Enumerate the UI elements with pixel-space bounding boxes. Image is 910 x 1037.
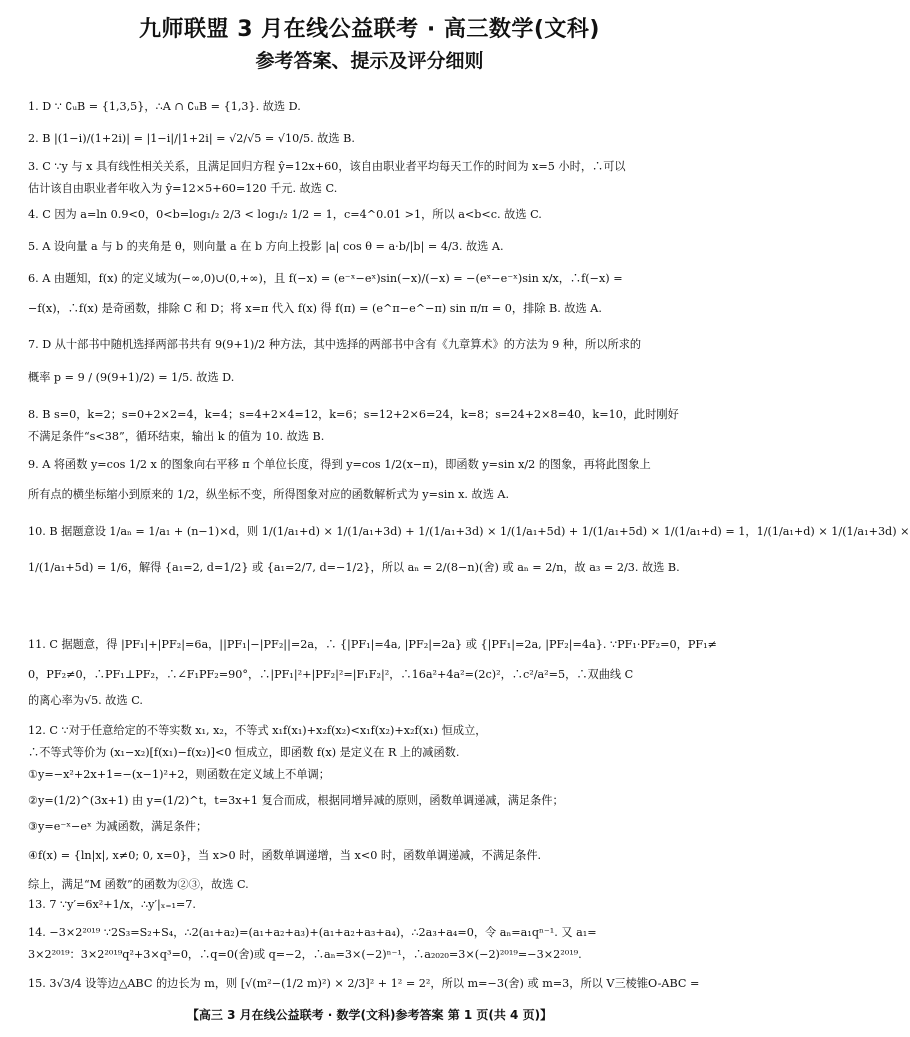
answer-11 xyxy=(28,630,717,712)
answer-line: 2. B |(1−i)/(1+2i)| = |1−i|/|1+2i| = √2/√5 = √10/5. 故选 B. xyxy=(28,132,355,145)
document-subtitle: 参考答案、提示及评分细则 xyxy=(255,50,484,72)
answer-line: 3. C ∵y 与 x 具有线性相关关系，且满足回归方程 ŷ=12x+60，该自由职业者平均每天工作的时间为 x=5 小时，∴可以 xyxy=(28,160,626,173)
answer-9 xyxy=(28,450,712,510)
answer-10 xyxy=(28,514,910,586)
answer-line: 综上，满足“M 函数”的函数为②③，故选 C. xyxy=(28,878,249,891)
answer-line: 的离心率为√5. 故选 C. xyxy=(28,694,143,707)
answer-6 xyxy=(28,264,712,324)
answer-line: ④f(x) = {ln|x|, x≠0; 0, x=0}，当 x>0 时，函数单调递增，当 x<0 时，函数单调递减，不满足条件. xyxy=(28,849,542,862)
answer-line: 7. D 从十部书中随机选择两部书共有 9(9+1)/2 种方法，其中选择的两部书中含有《九章算术》的方法为 9 种，所以所求的 xyxy=(28,338,642,351)
answer-line: 5. A 设向量 a 与 b 的夹角是 θ，则向量 a 在 b 方向上投影 |a| cos θ = a·b/|b| = 4/3. 故选 A. xyxy=(28,240,504,253)
answer-15 xyxy=(28,966,712,1002)
answer-line: 13. 7 ∵y′=6x²+1/x，∴y′|ₓ₌₁=7. xyxy=(28,898,196,911)
answer-line: 9. A 将函数 y=cos 1/2 x 的图象向右平移 π 个单位长度，得到 y=cos 1/2(x−π)，即函数 y=sin x/2 的图象，再将此图象上 xyxy=(28,458,651,471)
answer-line: 4. C 因为 a=ln 0.9<0，0<b=log₁/₂ 2/3 < log₁/₂ 1/2 = 1，c=4^0.01 >1，所以 a<b<c. 故选 C. xyxy=(28,208,542,221)
answer-line: 所有点的横坐标缩小到原来的 1/2，纵坐标不变，所得图象对应的函数解析式为 y=sin x. 故选 A. xyxy=(28,488,510,501)
answer-13 xyxy=(28,890,712,920)
answer-line: 1/(1/a₁+5d) = 1/6，解得 {a₁=2, d=1/2} 或 {a₁=2/7, d=−1/2}，所以 aₙ = 2/(8−n)(舍) 或 aₙ = 2/n，故 a₃ = 2/3. 故选 B. xyxy=(28,561,680,574)
answer-line: ③y=e⁻ˣ−eˣ 为减函数，满足条件； xyxy=(28,820,208,833)
answer-line: ∴不等式等价为 (x₁−x₂)[f(x₁)−f(x₂)]<0 恒成立，即函数 f(x) 是定义在 R 上的减函数. xyxy=(28,746,460,759)
answer-line: 11. C 据题意，得 |PF₁|+|PF₂|=6a，||PF₁|−|PF₂||=2a，∴ {|PF₁|=4a, |PF₂|=2a} 或 {|PF₁|=2a, |PF₂|=4a}. ∵PF₁·PF₂=0，PF₁≠ xyxy=(28,638,717,651)
answer-14 xyxy=(28,922,712,966)
answer-line: 0，PF₂≠0，∴PF₁⊥PF₂，∴∠F₁PF₂=90°，∴|PF₁|²+|PF₂|²=|F₁F₂|²，∴16a²+4a²=(2c)²，∴c²/a²=5，∴双曲线 C xyxy=(28,668,634,681)
answer-line: 估计该自由职业者年收入为 ŷ=12×5+60=120 千元. 故选 C. xyxy=(28,182,338,195)
answer-7 xyxy=(28,330,712,396)
page-footer: 【高三 3 月在线公益联考 · 数学(文科)参考答案 第 1 页(共 4 页)】 xyxy=(186,1008,553,1022)
answer-line: 概率 p = 9 / (9(9+1)/2) = 1/5. 故选 D. xyxy=(28,371,235,384)
answer-line: 3×2²⁰¹⁹：3×2²⁰¹⁹q²+3×q³=0，∴q=0(舍)或 q=−2，∴aₙ=3×(−2)ⁿ⁻¹，∴a₂₀₂₀=3×(−2)²⁰¹⁹=−3×2²⁰¹⁹. xyxy=(28,948,582,961)
answer-12 xyxy=(28,720,712,896)
answer-line: 15. 3√3/4 设等边△ABC 的边长为 m，则 [√(m²−(1/2 m)²) × 2/3]² + 1² = 2²，所以 m=−3(舍) 或 m=3，所以 V三棱锥O-ABC = xyxy=(28,977,700,990)
answer-line: 12. C ∵对于任意给定的不等实数 x₁, x₂，不等式 x₁f(x₁)+x₂f(x₂)<x₁f(x₂)+x₂f(x₁) 恒成立， xyxy=(28,724,487,737)
document-title: 九师联盟 3 月在线公益联考 · 高三数学(文科) xyxy=(139,17,600,42)
answer-line: 8. B s=0，k=2；s=0+2×2=4，k=4；s=4+2×4=12，k=6；s=12+2×6=24，k=8；s=24+2×8=40，k=10，此时刚好 xyxy=(28,408,679,421)
answer-1 xyxy=(28,96,712,118)
answer-line: 14. −3×2²⁰¹⁹ ∵2S₃=S₂+S₄，∴2(a₁+a₂)=(a₁+a₂+a₃)+(a₁+a₂+a₃+a₄)，∴2a₃+a₄=0，令 aₙ=a₁qⁿ⁻¹. 又 a₁= xyxy=(28,926,597,939)
answer-8 xyxy=(28,404,712,448)
answer-line: 不满足条件“s<38”，循环结束，输出 k 的值为 10. 故选 B. xyxy=(28,430,325,443)
answer-line: 10. B 据题意设 1/aₙ = 1/a₁ + (n−1)×d，则 1/(1/a₁+d) × 1/(1/a₁+3d) + 1/(1/a₁+3d) × 1/(1/a₁+5d) + 1/(1/a₁+5d) × 1/(1/a₁+d) = 1，1/(1/a₁+d) × 1/(1/a₁+3d) × xyxy=(28,525,910,538)
answer-4 xyxy=(28,200,712,230)
answer-2 xyxy=(28,124,712,154)
answer-line: 1. D ∵ ∁ᵤB = {1,3,5}，∴A ∩ ∁ᵤB = {1,3}. 故选 D. xyxy=(28,100,301,113)
answer-line: ②y=(1/2)^(3x+1) 由 y=(1/2)^t，t=3x+1 复合而成，根据同增异减的原则，函数单调递减，满足条件； xyxy=(28,794,564,807)
answer-line: ①y=−x²+2x+1=−(x−1)²+2，则函数在定义域上不单调； xyxy=(28,768,330,781)
answer-3 xyxy=(28,156,712,200)
answer-5 xyxy=(28,232,712,262)
answer-line: −f(x)，∴f(x) 是奇函数，排除 C 和 D；将 x=π 代入 f(x) 得 f(π) = (e^π−e^−π) sin π/π = 0，排除 B. 故选 A. xyxy=(28,302,602,315)
answer-line: 6. A 由题知，f(x) 的定义域为(−∞,0)∪(0,+∞)，且 f(−x) = (e⁻ˣ−eˣ)sin(−x)/(−x) = −(eˣ−e⁻ˣ)sin x/x，∴f(−x) = xyxy=(28,272,623,285)
